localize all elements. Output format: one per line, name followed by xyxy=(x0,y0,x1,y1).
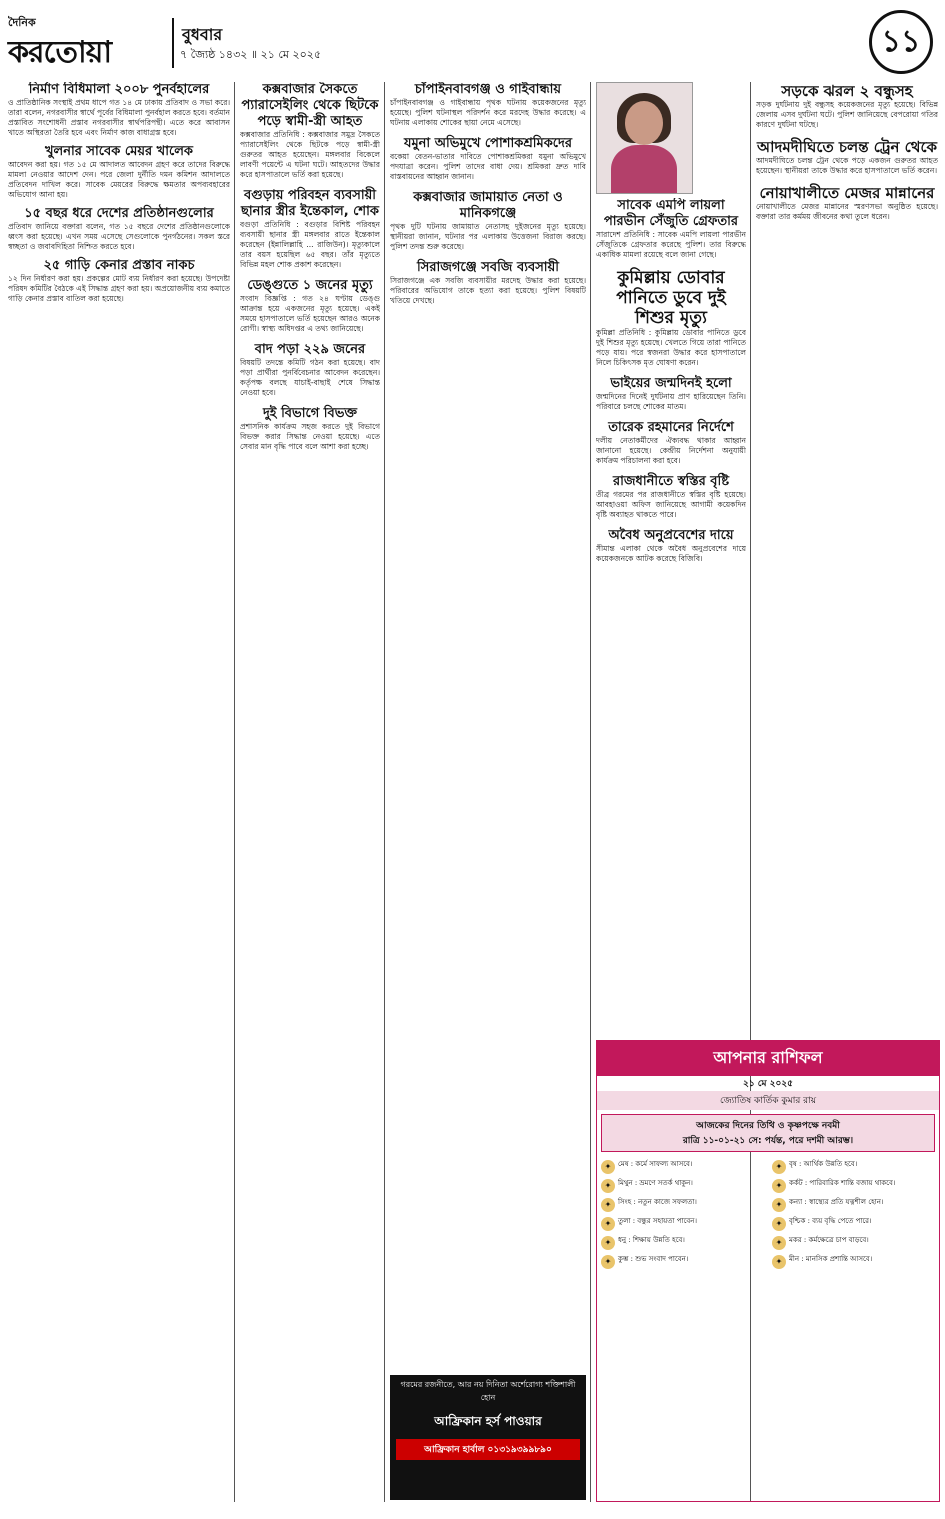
headline: ২৫ গাড়ি কেনার প্রস্তাব নাকচ xyxy=(43,258,195,273)
article-body: কুমিল্লা প্রতিনিধি : কুমিল্লায় ডোবার পানিতে ডুবে দুই শিশুর মৃত্যু হয়েছে। খেলতে গিয়ে তারা পানিতে পড়ে যায়। পরে স্বজনরা উদ্ধার করে হাসপাতালে নিলে চিকিৎসক মৃত ঘোষণা করেন। xyxy=(596,328,746,367)
headline: যমুনা অভিমুখে পোশাকশ্রমিকদের xyxy=(403,136,573,151)
zodiac-sign-item xyxy=(772,1179,935,1193)
zodiac-icon: ✦ xyxy=(601,1236,615,1250)
headline: নির্মাণ বিধিমালা ২০০৮ পুনর্বহালের xyxy=(28,82,210,97)
zodiac-text: কুম্ভ : শুভ সংবাদ পাবেন। xyxy=(618,1255,689,1263)
article-body: সংবাদ বিজ্ঞপ্তি : গত ২৪ ঘণ্টায় ডেঙ্গু আক্রান্ত হয়ে একজনের মৃত্যু হয়েছে। একই সময়ে হাসপাতালে ভর্তি হয়েছেন আরও অনেক রোগী। স্বাস্থ্য অধিদপ্তর এ তথ্য জানিয়েছে। xyxy=(240,294,380,333)
headline: বগুড়ায় পরিবহন ব্যবসায়ী ছানার স্ত্রীর ইন্তেকাল, শোক xyxy=(241,188,379,219)
article-body: বগুড়া প্রতিনিধি : বগুড়ার বিশিষ্ট পরিবহন ব্যবসায়ী ছানার স্ত্রী মঙ্গলবার রাতে ইন্তেকাল করেছেন (ইন্নালিল্লাহি ... রাজিউন)। মৃত্যুকালে তার বয়স হয়েছিল ৬৫ বছর। তাঁর মৃত্যুতে বিভিন্ন মহল শোক প্রকাশ করেছেন। xyxy=(240,220,380,269)
zodiac-icon: ✦ xyxy=(601,1179,615,1193)
portrait-photo xyxy=(596,82,693,194)
zodiac-text: মিথুন : ভ্রমণে সতর্ক থাকুন। xyxy=(618,1179,693,1187)
article-body: বিষয়টি তদন্তে কমিটি গঠন করা হয়েছে। বাদ পড়া প্রার্থীরা পুনর্বিবেচনার আবেদন করেছেন। কর্তৃপক্ষ বলছে যাচাই-বাছাই শেষে সিদ্ধান্ত নেওয়া হবে। xyxy=(240,358,380,397)
zodiac-sign-item xyxy=(772,1255,935,1269)
masthead-prefix: দৈনিক xyxy=(8,16,36,29)
masthead-logo: করতোয়া xyxy=(8,35,112,70)
zodiac-text: কন্যা : স্বাস্থ্যের প্রতি যত্নশীল হোন। xyxy=(789,1198,884,1206)
ad-tagline: গরমের রজনীতে, আর নয় দিনিতা অর্শেরোগ্য শক্তিশালী হোন xyxy=(400,1380,576,1402)
ad-phone: আফ্রিকান হার্বাল ০১৩১৯৩৯৯৮৯০ xyxy=(396,1439,580,1460)
zodiac-icon: ✦ xyxy=(772,1160,786,1174)
article-body: চাঁপাইনবাবগঞ্জ ও গাইবান্ধায় পৃথক ঘটনায় কয়েকজনের মৃত্যু হয়েছে। পুলিশ ঘটনাস্থল পরিদর্শন করে মরদেহ উদ্ধার করেছে। এ ঘটনায় এলাকায় শোকের ছায়া নেমে এসেছে। xyxy=(390,98,586,127)
headline: চাঁপাইনবাবগঞ্জ ও গাইবান্ধায় xyxy=(414,82,562,97)
article-body: সিরাজগঞ্জে এক সবজি ব্যবসায়ীর মরদেহ উদ্ধার করা হয়েছে। পরিবারের অভিযোগ তাকে হত্যা করা হয়েছে। পুলিশ বিষয়টি খতিয়ে দেখছে। xyxy=(390,276,586,305)
headline: তারেক রহমানের নির্দেশে xyxy=(608,420,734,435)
headline: অবৈধ অনুপ্রবেশের দায়ে xyxy=(608,528,734,543)
headline: আদমদীঘিতে চলন্ত ট্রেন থেকে xyxy=(756,138,937,156)
headline: ভাইয়ের জন্মদিনই হলো xyxy=(610,376,732,391)
today-tithi-box xyxy=(601,1114,935,1152)
column-3 xyxy=(390,82,586,1502)
zodiac-icon: ✦ xyxy=(772,1236,786,1250)
headline: সাবেক এমপি লায়লা পারভীন সেঁজুতি গ্রেফতার xyxy=(603,198,739,229)
zodiac-text: বৃশ্চিক : ব্যয় বৃদ্ধি পেতে পারে। xyxy=(789,1217,872,1225)
zodiac-icon: ✦ xyxy=(772,1255,786,1269)
zodiac-icon: ✦ xyxy=(772,1198,786,1212)
zodiac-sign-item xyxy=(601,1160,764,1174)
zodiac-text: মকর : কর্মক্ষেত্রে চাপ বাড়বে। xyxy=(789,1236,869,1244)
headline: কক্সবাজার সৈকতে প্যারাসেইলিং থেকে ছিটকে পড়ে স্বামী-স্ত্রী আহত xyxy=(241,82,379,129)
zodiac-icon: ✦ xyxy=(601,1217,615,1231)
zodiac-sign-item xyxy=(601,1236,764,1250)
header-divider xyxy=(172,18,174,68)
zodiac-text: মীন : মানসিক প্রশান্তি আসবে। xyxy=(789,1255,873,1263)
horoscope-section xyxy=(596,1040,940,1502)
photo-shoulders xyxy=(611,145,677,194)
header-date: ৭ জ্যৈষ্ঠ ১৪৩২ ॥ ২১ মে ২০২৫ xyxy=(180,48,322,61)
article-body: আদমদীঘিতে চলন্ত ট্রেন থেকে পড়ে একজন গুরুতর আহত হয়েছেন। স্থানীয়রা তাকে উদ্ধার করে হাসপাতালে ভর্তি করেন। xyxy=(756,156,938,175)
zodiac-text: বৃষ : আর্থিক উন্নতি হবে। xyxy=(789,1160,858,1168)
headline: কক্সবাজার জামায়াত নেতা ও মানিকগঞ্জে xyxy=(413,190,563,221)
column-divider xyxy=(384,82,385,1502)
zodiac-icon: ✦ xyxy=(601,1198,615,1212)
zodiac-sign-item xyxy=(601,1198,764,1212)
article-body: দলীয় নেতাকর্মীদের ঐক্যবদ্ধ থাকার আহ্বান জানানো হয়েছে। কেন্দ্রীয় নির্দেশনা অনুযায়ী কার্যক্রম পরিচালনা করা হবে। xyxy=(596,436,746,465)
zodiac-text: ধনু : শিক্ষায় উন্নতি হবে। xyxy=(618,1236,685,1244)
column-divider xyxy=(590,82,591,1502)
headline: খুলনার সাবেক মেয়র খালেক xyxy=(44,144,193,159)
horoscope-date: ২১ মে ২০২৫ xyxy=(742,1079,793,1089)
headline: দুই বিভাগে বিভক্ত xyxy=(262,406,358,421)
zodiac-text: সিংহ : নতুন কাজে সফলতা। xyxy=(618,1198,697,1206)
article-body: নোয়াখালীতে মেজর মান্নানের স্মরণসভা অনুষ্ঠিত হয়েছে। বক্তারা তার কর্মময় জীবনের কথা তুলে ধরেন। xyxy=(756,202,938,221)
ad-brand: আফ্রিকান হর্স পাওয়ার xyxy=(434,1414,542,1428)
zodiac-text: মেষ : কর্মে সাফল্য আসবে। xyxy=(618,1160,693,1168)
zodiac-text: কর্কট : পারিবারিক শান্তি বজায় থাকবে। xyxy=(789,1179,896,1187)
article-body: বকেয়া বেতন-ভাতার দাবিতে পোশাকশ্রমিকরা যমুনা অভিমুখে পদযাত্রা করেন। পুলিশ তাদের বাধা দেয়। শ্রমিকরা দ্রুত দাবি বাস্তবায়নের আহ্বান জানান। xyxy=(390,152,586,181)
headline: সড়কে ঝরল ২ বন্ধুসহ xyxy=(781,82,913,100)
today-detail: রাত্রি ১১-০১-২১ সে: পর্যন্ত, পরে দশমী আরম্ভ। xyxy=(682,1136,854,1146)
page-number: ১১ xyxy=(869,10,933,74)
zodiac-list xyxy=(597,1156,939,1276)
horoscope-author: জ্যোতিষ কার্তিক কুমার রায় xyxy=(597,1091,939,1110)
zodiac-text: তুলা : বন্ধুর সহায়তা পাবেন। xyxy=(618,1217,697,1225)
zodiac-sign-item xyxy=(601,1217,764,1231)
article-body: সড়ক দুর্ঘটনায় দুই বন্ধুসহ কয়েকজনের মৃত্যু হয়েছে। বিভিন্ন জেলায় এসব দুর্ঘটনা ঘটে। পুলিশ জানিয়েছে বেপরোয়া গতির কারণে দুর্ঘটনা ঘটছে। xyxy=(756,100,938,129)
zodiac-icon: ✦ xyxy=(772,1217,786,1231)
article-body: জন্মদিনের দিনেই দুর্ঘটনায় প্রাণ হারিয়েছেন তিনি। পরিবারে চলছে শোকের মাতম। xyxy=(596,392,746,411)
article-body: ১২ দিন নির্ধারণ করা হয়। প্রকল্পের মোট ব্যয় নির্ধারণ করা হয়েছে। উপদেষ্টা পরিষদ কমিটির বৈঠকে এই সিদ্ধান্ত গ্রহণ করা হয়। অপ্রয়োজনীয় ব্যয় কমাতে গাড়ি কেনার প্রস্তাব বাতিল করা হয়েছে। xyxy=(8,274,230,303)
herbal-advertisement xyxy=(390,1375,586,1500)
zodiac-sign-item xyxy=(601,1255,764,1269)
zodiac-sign-item xyxy=(772,1198,935,1212)
horoscope-heading: আপনার রাশিফল xyxy=(597,1041,939,1076)
photo-face xyxy=(625,101,663,145)
zodiac-sign-item xyxy=(772,1160,935,1174)
column-5 xyxy=(756,82,938,1032)
article-body: প্রশাসনিক কার্যক্রম সহজ করতে দুই বিভাগে বিভক্ত করার সিদ্ধান্ত নেওয়া হয়েছে। এতে সেবার মান বৃদ্ধি পাবে বলে আশা করা হচ্ছে। xyxy=(240,422,380,451)
column-divider xyxy=(234,82,235,1502)
today-title: আজকের দিনের তিথি ও কৃষ্ণপক্ষে নবমী xyxy=(696,1121,840,1131)
headline: সিরাজগঞ্জে সবজি ব্যবসায়ী xyxy=(417,260,559,275)
zodiac-sign-item xyxy=(772,1236,935,1250)
column-2 xyxy=(240,82,380,1502)
article-body: তীব্র গরমের পর রাজধানীতে স্বস্তির বৃষ্টি হয়েছে। আবহাওয়া অফিস জানিয়েছে আগামী কয়েকদিন বৃষ্টি অব্যাহত থাকতে পারে। xyxy=(596,490,746,519)
headline: বাদ পড়া ২২৯ জনের xyxy=(254,342,366,357)
zodiac-icon: ✦ xyxy=(601,1160,615,1174)
zodiac-icon: ✦ xyxy=(601,1255,615,1269)
article-body: আবেদন করা হয়। গত ১৫ মে আদালত আবেদন গ্রহণ করে তাদের বিরুদ্ধে মামলা নেওয়ার আদেশ দেন। পরে জেলা দুর্নীতি দমন কমিশন আদালতে প্রতিবেদন দাখিল করে। সাবেক মেয়রের বিরুদ্ধে ক্ষমতার অপব্যবহারের অভিযোগ আনা হয়। xyxy=(8,160,230,199)
headline: ১৫ বছর ধরে দেশের প্রতিষ্ঠানগুলোর xyxy=(24,206,214,221)
article-body: সীমান্ত এলাকা থেকে অবৈধ অনুপ্রবেশের দায়ে কয়েকজনকে আটক করেছে বিজিবি। xyxy=(596,544,746,563)
article-body: সারাদেশ প্রতিনিধি : সাবেক এমপি লায়লা পারভীন সেঁজুতিকে গ্রেফতার করেছে পুলিশ। তার বিরুদ্ধে একাধিক মামলা রয়েছে বলে জানা গেছে। xyxy=(596,230,746,259)
headline: নোয়াখালীতে মেজর মান্নানের xyxy=(759,184,935,202)
column-1 xyxy=(8,82,230,1502)
headline: রাজধানীতে স্বস্তির বৃষ্টি xyxy=(613,474,729,489)
article-body: ও প্রাতিষ্ঠানিক সংস্থাই প্রথম ধাপে গত ১৪ মে ঢাকায় প্রতিবাদ ও সভা করে। তারা বলেন, নগরবাসীর স্বার্থে পূর্বের বিধিমালা পুনর্বহাল করতে হবে। বর্তমান প্রস্তাবিত সংশোধনী প্রস্তাব নগরবাসীর স্বার্থপরিপন্থী। এতে করে আবাসন খাতে অস্থিরতা তৈরি হবে এবং নির্মাণ কাজ বাধাগ্রস্ত হবে। xyxy=(8,98,230,137)
article-body: কক্সবাজার প্রতিনিধি : কক্সবাজার সমুদ্র সৈকতে প্যারাসেইলিং থেকে ছিটকে পড়ে স্বামী-স্ত্রী গুরুতর আহত হয়েছেন। মঙ্গলবার বিকেলে লাবণী পয়েন্টে এ ঘটনা ঘটে। আহতদের উদ্ধার করে হাসপাতালে ভর্তি করা হয়েছে। xyxy=(240,130,380,179)
headline: ডেঙ্গুতে ১ জনের মৃত্যু xyxy=(247,278,373,293)
headline: কুমিল্লায় ডোবার পানিতে ডুবে দুই শিশুর মৃত্যু xyxy=(616,268,726,328)
article-body: পৃথক দুটি ঘটনায় জামায়াত নেতাসহ দুইজনের মৃত্যু হয়েছে। স্থানীয়রা জানান, ঘটনার পর এলাকায় উত্তেজনা বিরাজ করছে। পুলিশ তদন্ত শুরু করেছে। xyxy=(390,222,586,251)
zodiac-icon: ✦ xyxy=(772,1179,786,1193)
header-day: বুধবার xyxy=(182,25,223,44)
zodiac-sign-item xyxy=(772,1217,935,1231)
article-body: প্রতিবাদ জানিয়ে বক্তারা বলেন, গত ১৫ বছরে দেশের প্রতিষ্ঠানগুলোকে ধ্বংস করা হয়েছে। এখন সময় এসেছে সেগুলোকে পুনর্গঠনের। সকল স্তরে স্বচ্ছতা ও জবাবদিহিতা নিশ্চিত করতে হবে। xyxy=(8,222,230,251)
zodiac-sign-item xyxy=(601,1179,764,1193)
